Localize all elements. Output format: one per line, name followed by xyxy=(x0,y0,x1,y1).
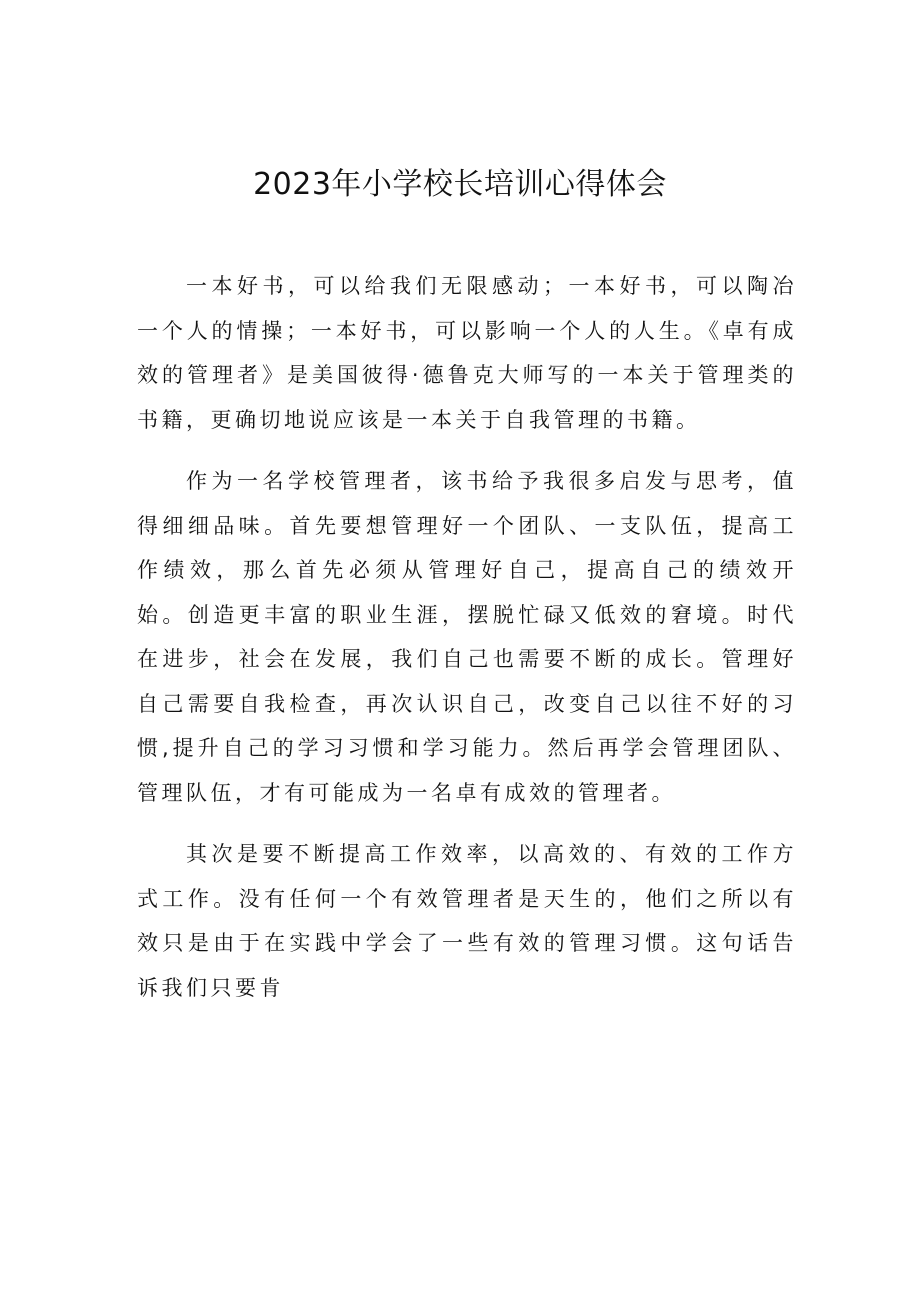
paragraph-2: 作为一名学校管理者，该书给予我很多启发与思考，值得细细品味。首先要想管理好一个团队、一支队伍，提高工作绩效，那么首先必须从管理好自己，提高自己的绩效开始。创造更丰富的职业生涯，摆脱忙碌又低效的窘境。时代在进步，社会在发展，我们自己也需要不断的成长。管理好自己需要自我检查，再次认识自己，改变自己以往不好的习惯,提升自己的学习习惯和学习能力。然后再学会管理团队、管理队伍，才有可能成为一名卓有成效的管理者。 xyxy=(137,469,797,805)
paragraph-3: 其次是要不断提高工作效率，以高效的、有效的工作方式工作。没有任何一个有效管理者是天生的，他们之所以有效只是由于在实践中学会了一些有效的管理习惯。这句话告诉我们只要肯 xyxy=(137,842,797,1000)
document-body xyxy=(137,264,797,1027)
paragraph-1: 一本好书，可以给我们无限感动；一本好书，可以陶冶一个人的情操；一本好书，可以影响一个人的人生。《卓有成效的管理者》是美国彼得·德鲁克大师写的一本关于管理类的书籍，更确切地说应该是一本关于自我管理的书籍。 xyxy=(137,274,797,432)
document-title: 2023年小学校长培训心得体会 xyxy=(253,167,667,202)
